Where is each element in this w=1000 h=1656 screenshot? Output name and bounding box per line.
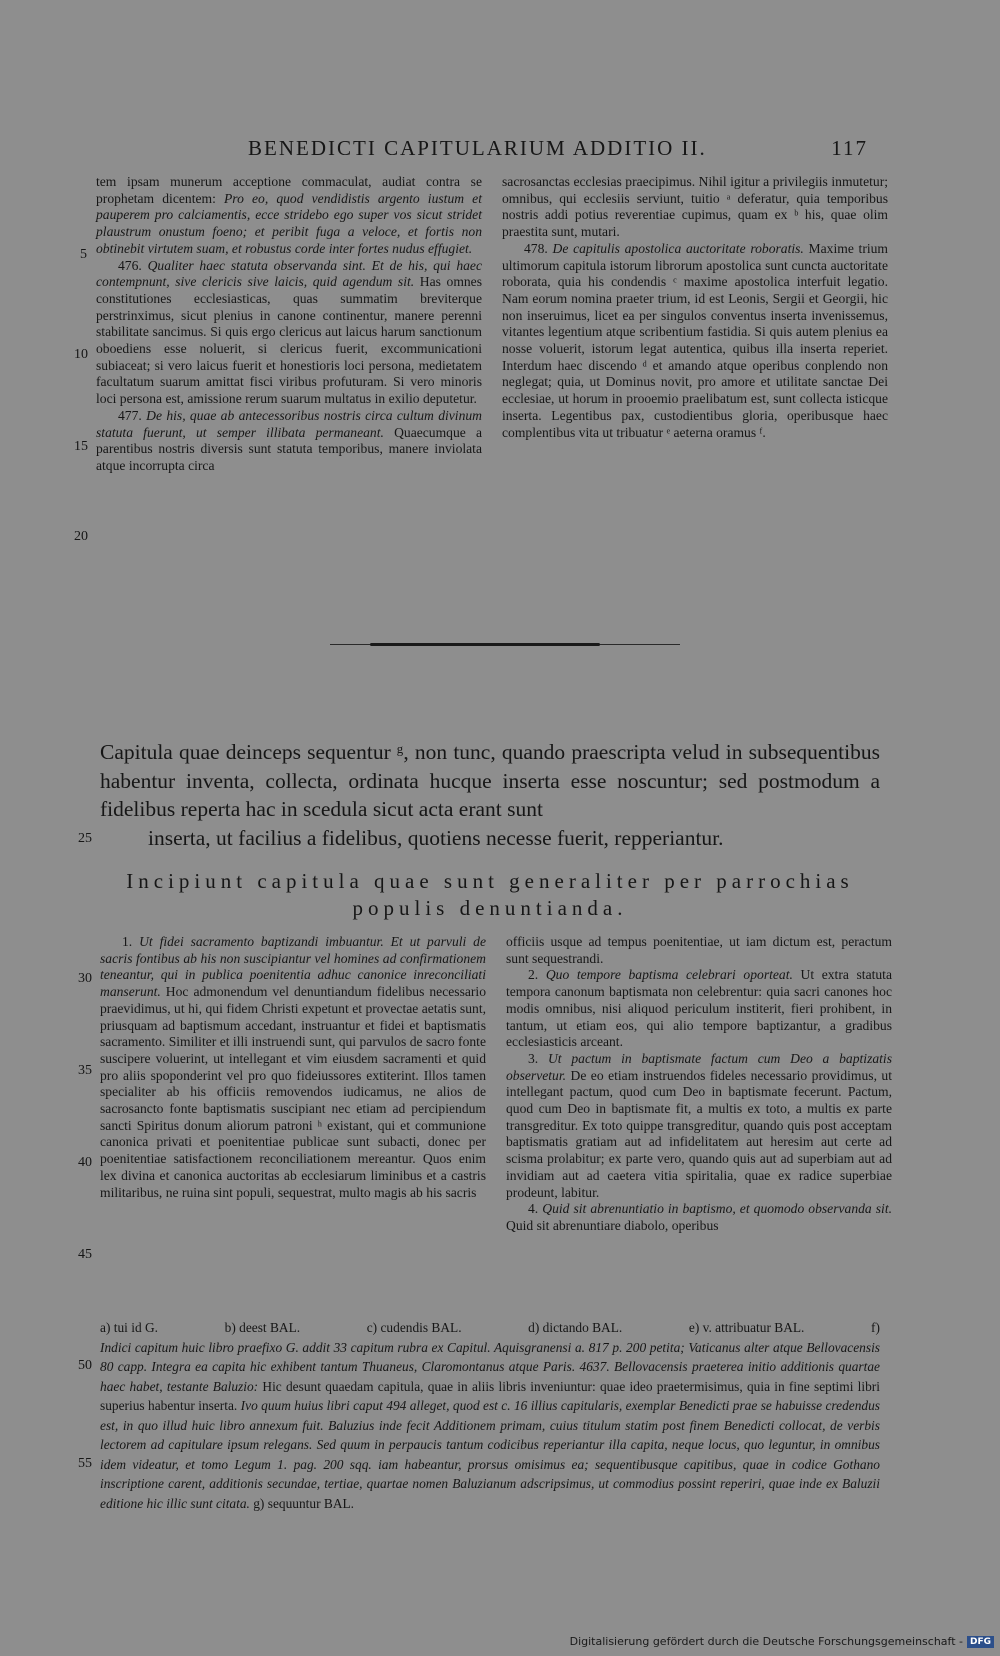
digitization-footer <box>570 1635 994 1648</box>
bottom-two-column-section <box>100 934 892 1235</box>
line-number: 30 <box>78 971 92 986</box>
footnote-c: c) cudendis BAL. <box>366 1320 462 1335</box>
scripture-quote: Pro eo, quod vendidistis argento iustum et pauperem pro calciamentis, ecce stridebo ego super vos sicut stridet plaustrum onustum foeno; et peribit fuga a veloce, et fortis non obtinebit virtutem suam, et robustus corde inter fortes nudus effugiet. <box>96 190 482 256</box>
bottom-right-column <box>506 934 892 1235</box>
chapter-body: Ut extra statuta tempora canonum baptismata non celebrentur: quia sacri canones hoc modis omnibus, nisi aliquod periculum institerit, fieri prohibent, in tantum, ut etiam eos, qui alio tempore baptizantur, a gradibus ecclesiasticis arceant. <box>506 967 892 1050</box>
chapter-heading: De his, quae ab antecessoribus nostris circa cultum divinum statuta fuerunt, ut semper illibata permaneant. <box>96 407 482 440</box>
incipit-line-2: populis denuntianda. <box>352 896 628 920</box>
footnote-f-text: Indici capitum huic libro praefixo G. addit 33 capitum rubra ex Capitul. Aquisgranensi a. 817 p. 200 petita; Vaticanus alter atque Bellovacensis 80 capp. Integra ea capita hic exhibent tantum Thuaneus, Claromontanus atque Paris. 4637. Bellovacensis praeterea initio additionis quartae haec habet, testante Baluzio: <box>100 1339 880 1394</box>
footnote-g: g) sequuntur BAL. <box>253 1495 355 1511</box>
running-header <box>248 136 868 164</box>
footer-credit-text: Digitalisierung gefördert durch die Deutsche Forschungsgemeinschaft - <box>569 1635 963 1648</box>
footnote-f-label: f) <box>871 1320 880 1335</box>
chapter-number: 2. <box>528 967 539 983</box>
line-number: 50 <box>78 1358 92 1373</box>
chapter-number: 476. <box>118 257 142 273</box>
footnote-a: a) tui id G. <box>100 1320 159 1335</box>
line-number: 10 <box>74 347 88 362</box>
page-number: 117 <box>831 136 868 160</box>
line-number: 25 <box>78 831 92 846</box>
line-number: 55 <box>78 1456 92 1471</box>
footnote-e: e) v. attribuatur BAL. <box>688 1320 805 1335</box>
chapter-body: Maxime trium ultimorum capitula istorum librorum apostolica sunt cuncta auctoritate roborata, quia his condendis ᶜ maxime apostolica interfuit legatio. Nam eorum nomina praeter trium, id est Leonis, Sergii et Georgii, hic non inseruimus, licet ea per singulos conventus inserta invenissemus, vitantes legentium atque scribentium fastidia. Si quis autem plenius ea nosse voluerit, istorum legat autentica, quibus illa inserta reperiet. Interdum haec discendo ᵈ et amando atque operibus conplendo non neglegat; quia, ut Dominus novit, pro amore et utilitate sanctae Dei ecclesiae, ut horum in prooemio praelibatum est, sunt collecta isticque inserta. Legentibus pax, custodientibus gloria, operibusque haec complentibus vita ut tribuatur ᵉ aeterna oramus ᶠ. <box>502 240 889 440</box>
line-number: 15 <box>74 439 88 454</box>
line-number: 45 <box>78 1247 92 1262</box>
line-number: 20 <box>74 529 88 544</box>
chapter-body: Hoc admonendum vel denuntiandum fidelibus necessario praevidimus, ut hi, qui fidem Christi expetunt et provectae aetatis sunt, priusquam ad baptismum accedant, instruantur et fidei et baptismatis sacramento. Similiter et illi instruendi sunt, qui parvulos de sacro fonte suscipere voluerint, ut intellegant et vim eiusdem sacramenti et quid pro aliis spoponderint vel pro quo fideiussores extiterint. Illos tamen specialiter ab his officiis removendos iudicamus, ne alios de sacrosancto fonte baptismatis suscipiant nec etiam ad percipiendum sancti Spiritus donum aliorum patroni ʰ existant, qui et communione canonica privati et poenitentiae publicae sunt subacti, donec per poenitentiae satisfactionem reconciliationem mereantur. Quos enim lex divina et canonica auctoritas ab ecclesiarum liminibus et a castris militaribus, ne ruina sint populi, sequestrat, multo magis ab his sacris <box>100 984 486 1200</box>
chapter-heading: Qualiter haec statuta observanda sint. Et de his, qui haec contempnunt, sive clericis sive laicis, quid agendum sit. <box>96 257 482 290</box>
chapter-heading: Ut pactum in baptismate factum cum Deo a baptizatis observetur. <box>506 1050 892 1083</box>
footnote-refs-row <box>100 1318 880 1338</box>
chapter-heading: Quo tempore baptisma celebrari oporteat. <box>545 967 793 983</box>
footnote-d: d) dictando BAL. <box>528 1320 623 1335</box>
footnotes <box>100 1318 880 1513</box>
chapter-number: 477. <box>118 407 142 423</box>
chapter-number: 3. <box>528 1050 539 1066</box>
chapter-heading: Quid sit abrenuntiatio in baptismo, et quomodo observanda sit. <box>542 1201 892 1217</box>
top-right-column <box>502 174 888 475</box>
intro-text: Capitula quae deinceps sequentur ᵍ, non tunc, quando praescripta velud in subsequentibus habentur inventa, collecta, ordinata hucque inserta esse noscuntur; sed postmodum a fidelibus reperta hac in scedula sicut acta erant sunt <box>100 740 880 821</box>
chapter-body: Has omnes constitutiones ecclesiasticas, quas summatim breviterque perstrinximus, sicut plenius in canone continentur, manere perenni stabilitate sancimus. Si quis ergo clericus aut laicus harum sanctionum oboediens esse noluerit, si clericus fuerit, excommunicationi subiaceat; si vero laicus fuerit et honestioris loci persona, medietatem facultatum suarum amittat fisci viribus profuturam. Si vero minoris loci persona est, amissione rerum suarum multatus in exilio deputetur. <box>96 274 483 407</box>
bottom-left-column <box>100 934 486 1235</box>
top-two-column-section <box>96 174 888 475</box>
chapter-body: sacrosanctas ecclesias praecipimus. Nihil igitur a privilegiis inmutetur; omnibus, qui ecclesiis serviunt, tuitio ᵃ deferatur, quia temporibus nostris addi potius reverentiae cupimus, quam ex ᵇ his, quae olim praestita sunt, mutari. <box>502 174 888 240</box>
chapter-body: Quid sit abrenuntiare diabolo, operibus <box>506 1217 719 1233</box>
section-divider-rule <box>330 641 680 647</box>
chapter-heading: De capitulis apostolica auctoritate roboratis. <box>552 240 804 256</box>
chapter-body: De eo etiam instruendos fideles necessario providimus, ut intellegant pactum, quod cum Deo in baptismate fecerunt. Pactum, quod cum Deo in baptismate fit, a multis ex toto, a multis ex parte transgreditur. Ex toto quippe transgreditur, quando quis post acceptam baptismatis gratiam aut ad infidelitatem aut heresim aut certe ad scisma prolabitur; ex parte vero, quando quis aut ad superbiam aut ad invidiam aut ad caetera vitia spiritalia, quae ex radice superbiae prodeunt, labitur. <box>506 1067 893 1200</box>
dfg-logo: DFG <box>967 1636 994 1648</box>
footnote-f-text-continued: Ivo quum huius libri caput 494 alleget, quod est c. 16 illius capitularis, exemplar Benedicti prae se habuisse credendus est, in quo illud huic libro annexum fuit. Baluzius inde fecit Additionem primam, cuius titulum statim post finem Benedicti collocat, de verbis lectorem ad capitulare ipsum relegans. Sed quum in perpaucis tantum codicibus reperiantur illa capita, neque locus, quo leguntur, in omnibus idem videatur, et tomo Legum 1. pag. 200 sqq. iam habeantur, prorsus omisimus ea; sequentibusque capitibus, quae in codice Gothano inscriptione carent, additionis secundae, tertiae, quartae nomen Baluzianum adscripsimus, ut commodius possint reperiri, quae inde ex Baluzii editione hic illic sunt citata. <box>100 1398 881 1511</box>
chapter-heading: Ut fidei sacramento baptizandi imbuantur. Et ut parvuli de sacris fontibus ab his non suscipiantur vel homines ad confirmationem teneantur, qui in publica poenitentia adhuc canonice inreconciliati manserunt. <box>100 934 487 1000</box>
running-title: BENEDICTI CAPITULARIUM ADDITIO II. <box>248 136 707 160</box>
top-left-column <box>96 174 482 475</box>
intro-last-line: inserta, ut facilius a fidelibus, quotiens necesse fuerit, repperiantur. <box>148 825 724 850</box>
chapter-number: 4. <box>528 1201 539 1217</box>
footnote-f <box>100 1338 880 1514</box>
footnote-f-quote: Hic desunt quaedam capitula, quae in aliis libris inveniuntur: quae ideo praetermisimus, quia in fine septimi libri superius habentur inserta. <box>100 1378 880 1413</box>
line-number: 40 <box>78 1155 92 1170</box>
incipit-line-1: Incipiunt capitula quae sunt generaliter per parrochias <box>126 869 854 893</box>
divider-thick-line <box>370 643 600 646</box>
text-run: tem ipsam munerum acceptione commaculat, audiat contra se prophetam dicentem: <box>96 174 482 206</box>
intro-paragraph <box>100 738 880 852</box>
footnote-b: b) deest BAL. <box>224 1320 301 1335</box>
chapter-body: officiis usque ad tempus poenitentiae, ut iam dictum est, peractum sunt sequestrandi. <box>506 934 892 966</box>
incipit-heading <box>100 868 880 922</box>
line-number: 35 <box>78 1063 92 1078</box>
chapter-number: 478. <box>524 240 548 256</box>
chapter-number: 1. <box>122 934 133 949</box>
chapter-body: Quaecumque a parentibus nostris diversis sunt statuta temporibus, manere inviolata atque incorrupta circa <box>96 424 482 473</box>
line-number: 5 <box>80 247 87 262</box>
